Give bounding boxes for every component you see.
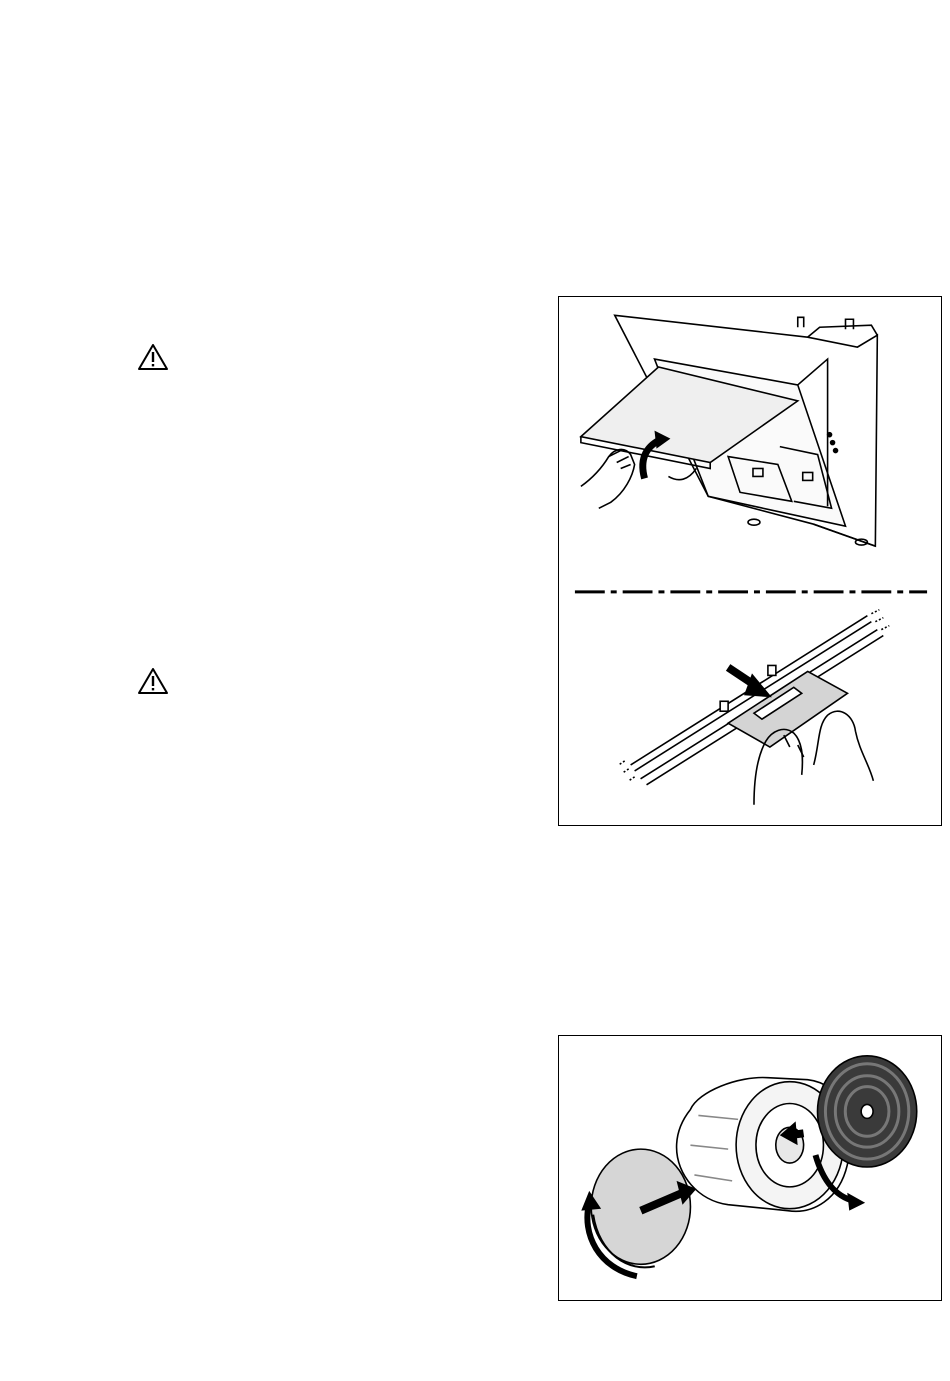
charcoal-filter-installation-illustration [558, 1035, 942, 1301]
warning-triangle-icon [137, 667, 169, 695]
hood-filter-drawing [559, 297, 941, 825]
open-filter-panel [581, 315, 877, 546]
release-filter-latch [619, 610, 890, 805]
charcoal-filter-drawing [559, 1036, 941, 1300]
warning-triangle-icon [137, 343, 169, 371]
grease-filter-removal-illustration [558, 296, 942, 826]
